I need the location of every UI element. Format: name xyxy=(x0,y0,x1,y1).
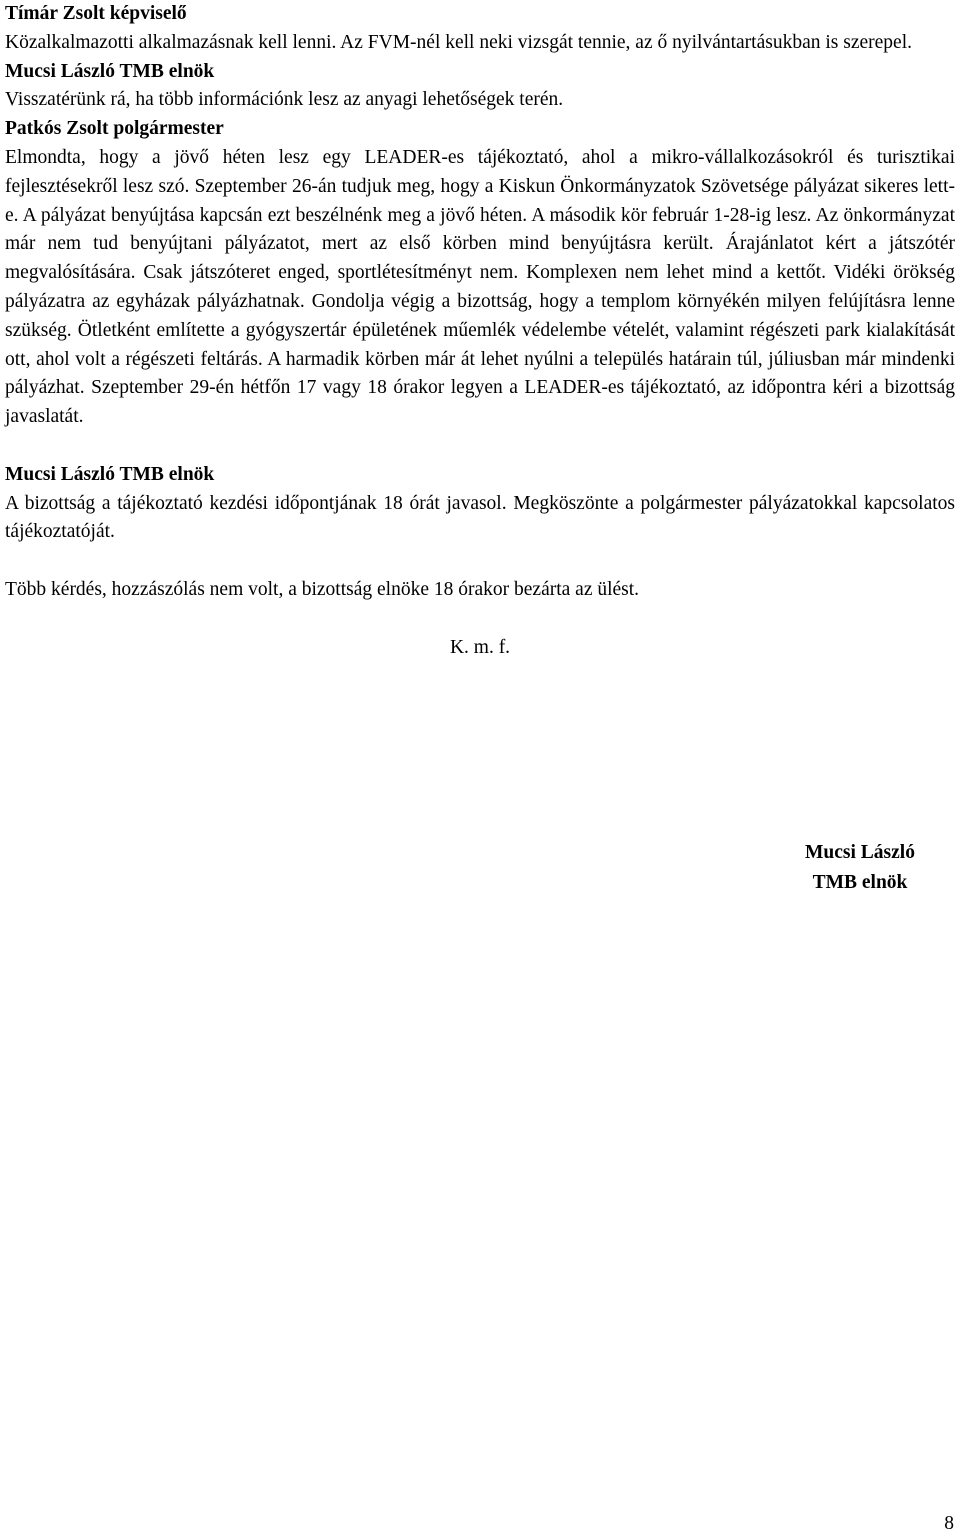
document-page xyxy=(5,0,955,662)
speech-block-2 xyxy=(5,58,955,116)
kmf-note: K. m. f. xyxy=(449,636,511,658)
speech-text: Elmondta, hogy a jövő héten lesz egy LEADER-es tájékoztató, ahol a mikro-vállalkozásokról és turisztikai fejlesztésekről lesz szó. Szeptember 26-án tudjuk meg, hogy a Kiskun Önkormányzatok Szövetsége pályázat sikeres lett-e. A pályázat benyújtása kapcsán ezt beszélnénk meg a jövő héten. A második kör február 1-28-ig lesz. Az önkormányzat már nem tud benyújtani pályázatot, mert az első körben mind benyújtásra került. Árajánlatot kért a játszótér megvalósítására. Csak játszóteret enged, sportlétesítményt nem. Komplexen nem lehet mind a kettőt. Vidéki örökség pályázatra az egyházak pályázhatnak. Gondolja végig a bizottság, hogy a templom környékén milyen felújításra lenne szükség. Ötletként említette a gyógyszertár épületének műemlék védelembe vételét, valamint régészeti park kialakítását ott, ahol volt a régészeti feltárás. A harmadik körben már át lehet nyúlni a település határain túl, júliusban már mindenki pályázhat. Szeptember 29-én hétfőn 17 vagy 18 órakor legyen a LEADER-es tájékoztató, az időpontra kéri a bizottság javaslatát. xyxy=(5,146,955,428)
signature-name: Mucsi László xyxy=(805,842,915,863)
speech-text: A bizottság a tájékoztató kezdési időpontjának 18 órát javasol. Megköszönte a polgármester pályázatokkal kapcsolatos tájékoztatóját. xyxy=(5,492,955,543)
closing-statement: Több kérdés, hozzászólás nem volt, a bizottság elnöke 18 órakor bezárta az ülést. xyxy=(5,578,640,600)
speaker-name: Mucsi László TMB elnök xyxy=(5,60,215,82)
speech-block-3 xyxy=(5,115,955,432)
signature-title: TMB elnök xyxy=(812,872,908,893)
speaker-name: Patkós Zsolt polgármester xyxy=(5,118,224,140)
signature-block xyxy=(780,838,940,898)
speaker-name: Mucsi László TMB elnök xyxy=(5,463,215,485)
speech-block-4 xyxy=(5,461,955,547)
paragraph-gap xyxy=(5,432,955,461)
speech-text: Visszatérünk rá, ha több információnk lesz az anyagi lehetőségek terén. xyxy=(5,89,564,111)
speech-block-1 xyxy=(5,0,955,58)
paragraph-gap xyxy=(5,605,955,634)
speaker-name: Tímár Zsolt képviselő xyxy=(5,3,187,24)
speech-text: Közalkalmazotti alkalmazásnak kell lenni. Az FVM-nél kell neki vizsgát tennie, az ő nyilvántartásukban is szerepel. xyxy=(5,31,912,53)
page-number: 8 xyxy=(944,1513,954,1534)
paragraph-gap xyxy=(5,547,955,576)
